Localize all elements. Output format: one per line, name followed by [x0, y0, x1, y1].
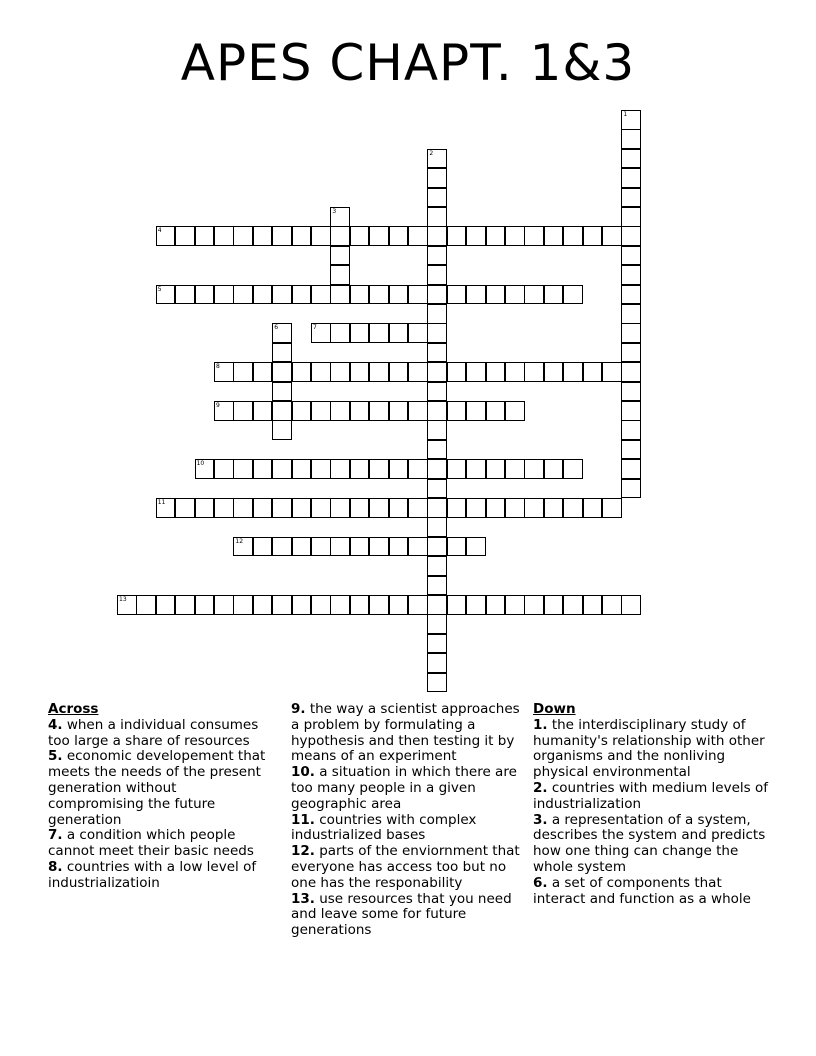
crossword-cell[interactable]: [311, 323, 331, 343]
crossword-cell[interactable]: [330, 265, 350, 285]
crossword-cell[interactable]: [156, 498, 176, 518]
crossword-cell[interactable]: [253, 595, 273, 615]
crossword-cell[interactable]: [621, 226, 641, 246]
clue-number-label: 11.: [291, 811, 315, 828]
crossword-cell[interactable]: [233, 401, 253, 421]
clue-number-label: 12.: [291, 843, 315, 860]
crossword-cell[interactable]: [195, 595, 215, 615]
crossword-cell[interactable]: [427, 595, 447, 615]
crossword-cell[interactable]: [233, 459, 253, 479]
crossword-cell[interactable]: [427, 323, 447, 343]
crossword-cell[interactable]: [447, 459, 467, 479]
crossword-cell[interactable]: [272, 343, 292, 363]
crossword-cell[interactable]: [563, 459, 583, 479]
clue-text: parts of the enviornment that everyone has access too but no one has the responability: [291, 843, 520, 891]
crossword-cell[interactable]: [272, 595, 292, 615]
crossword-cell[interactable]: [524, 595, 544, 615]
crossword-cell[interactable]: [602, 362, 622, 382]
crossword-cell[interactable]: [427, 479, 447, 499]
clue-text: the interdisciplinary study of humanity's relationship with other organisms and the nonliving physical environmental: [533, 716, 765, 781]
crossword-cell[interactable]: [427, 246, 447, 266]
crossword-cell[interactable]: [544, 285, 564, 305]
crossword-cell[interactable]: [427, 420, 447, 440]
crossword-cell[interactable]: [369, 323, 389, 343]
crossword-cell[interactable]: [505, 595, 525, 615]
crossword-cell[interactable]: [621, 265, 641, 285]
crossword-cell[interactable]: [563, 362, 583, 382]
clue-item: [48, 749, 273, 828]
crossword-cell[interactable]: [369, 285, 389, 305]
crossword-cell[interactable]: [330, 595, 350, 615]
crossword-cell[interactable]: [408, 459, 428, 479]
crossword-cell[interactable]: [583, 498, 603, 518]
crossword-cell[interactable]: [486, 459, 506, 479]
crossword-cell[interactable]: [233, 362, 253, 382]
crossword-cell[interactable]: [330, 459, 350, 479]
crossword-cell[interactable]: [427, 226, 447, 246]
crossword-cell[interactable]: [292, 362, 312, 382]
crossword-cell[interactable]: [330, 323, 350, 343]
clue-text: when a individual consumes too large a share of resources: [48, 716, 259, 749]
crossword-cell[interactable]: [563, 498, 583, 518]
crossword-cell[interactable]: [195, 459, 215, 479]
crossword-cell[interactable]: [427, 537, 447, 557]
crossword-cell[interactable]: [369, 362, 389, 382]
crossword-cell[interactable]: [156, 595, 176, 615]
crossword-cell[interactable]: [369, 226, 389, 246]
clue-text: a set of components that interact and function as a whole: [533, 874, 751, 907]
crossword-cell[interactable]: [311, 498, 331, 518]
crossword-cell[interactable]: [233, 226, 253, 246]
crossword-cell[interactable]: [272, 459, 292, 479]
clue-number-label: 4.: [48, 716, 63, 733]
crossword-cell[interactable]: [466, 498, 486, 518]
clue-number-label: 13.: [291, 890, 315, 907]
crossword-cell[interactable]: [156, 285, 176, 305]
crossword-cell[interactable]: [330, 498, 350, 518]
crossword-cell[interactable]: [233, 595, 253, 615]
crossword-cell[interactable]: [621, 129, 641, 149]
down-clues-column: [533, 702, 773, 907]
clue-number-label: 3.: [533, 811, 548, 828]
crossword-cell[interactable]: [621, 149, 641, 169]
clue-text: countries with a low level of industrializatioin: [48, 858, 257, 891]
crossword-cell[interactable]: [175, 285, 195, 305]
crossword-cell[interactable]: [156, 226, 176, 246]
crossword-cell[interactable]: [389, 226, 409, 246]
clue-item: [48, 860, 273, 892]
crossword-cell[interactable]: [466, 401, 486, 421]
crossword-cell[interactable]: [544, 498, 564, 518]
crossword-cell[interactable]: [408, 285, 428, 305]
crossword-cell[interactable]: [621, 188, 641, 208]
crossword-cell[interactable]: [311, 401, 331, 421]
clue-item: [291, 702, 523, 765]
clue-item: [533, 813, 773, 876]
crossword-cell[interactable]: [466, 595, 486, 615]
crossword-cell[interactable]: [486, 498, 506, 518]
crossword-cell[interactable]: [272, 226, 292, 246]
crossword-cell[interactable]: [466, 362, 486, 382]
crossword-cell[interactable]: [621, 595, 641, 615]
clue-number: 13: [119, 596, 127, 603]
crossword-cell[interactable]: [330, 362, 350, 382]
crossword-cell[interactable]: [524, 498, 544, 518]
crossword-cell[interactable]: [524, 459, 544, 479]
crossword-cell[interactable]: [233, 498, 253, 518]
across-header: Across: [48, 701, 99, 717]
crossword-cell[interactable]: [389, 498, 409, 518]
crossword-cell[interactable]: [447, 595, 467, 615]
crossword-cell[interactable]: [350, 323, 370, 343]
crossword-cell[interactable]: [563, 595, 583, 615]
crossword-cell[interactable]: [272, 285, 292, 305]
crossword-cell[interactable]: [272, 382, 292, 402]
crossword-cell[interactable]: [272, 323, 292, 343]
crossword-cell[interactable]: [447, 401, 467, 421]
crossword-cell[interactable]: [253, 498, 273, 518]
crossword-cell[interactable]: [408, 362, 428, 382]
crossword-cell[interactable]: [427, 343, 447, 363]
crossword-cell[interactable]: [524, 226, 544, 246]
crossword-cell[interactable]: [621, 362, 641, 382]
crossword-cell[interactable]: [427, 440, 447, 460]
crossword-cell[interactable]: [389, 362, 409, 382]
crossword-cell[interactable]: [292, 498, 312, 518]
crossword-cell[interactable]: [272, 401, 292, 421]
crossword-cell[interactable]: [427, 168, 447, 188]
crossword-cell[interactable]: [408, 595, 428, 615]
crossword-cell[interactable]: [136, 595, 156, 615]
crossword-cell[interactable]: [563, 226, 583, 246]
crossword-cell[interactable]: [350, 498, 370, 518]
crossword-cell[interactable]: [117, 595, 137, 615]
crossword-cell[interactable]: [466, 537, 486, 557]
crossword-cell[interactable]: [621, 420, 641, 440]
clue-item: [291, 844, 523, 891]
crossword-cell[interactable]: [350, 459, 370, 479]
crossword-cell[interactable]: [389, 537, 409, 557]
crossword-cell[interactable]: [427, 673, 447, 693]
crossword-cell[interactable]: [408, 537, 428, 557]
crossword-cell[interactable]: [486, 226, 506, 246]
crossword-cell[interactable]: [330, 226, 350, 246]
crossword-cell[interactable]: [621, 459, 641, 479]
crossword-cell[interactable]: [369, 498, 389, 518]
crossword-cell[interactable]: [621, 323, 641, 343]
crossword-cell[interactable]: [583, 226, 603, 246]
crossword-cell[interactable]: [427, 265, 447, 285]
crossword-cell[interactable]: [486, 362, 506, 382]
crossword-cell[interactable]: [427, 614, 447, 634]
crossword-cell[interactable]: [389, 285, 409, 305]
clue-number: 8: [216, 363, 220, 371]
crossword-cell[interactable]: [292, 226, 312, 246]
crossword-cell[interactable]: [292, 285, 312, 305]
crossword-cell[interactable]: [602, 498, 622, 518]
crossword-cell[interactable]: [621, 343, 641, 363]
clue-number: 9: [216, 402, 220, 409]
crossword-cell[interactable]: [505, 285, 525, 305]
crossword-cell[interactable]: [621, 401, 641, 421]
crossword-cell[interactable]: [505, 401, 525, 421]
crossword-cell[interactable]: [330, 401, 350, 421]
crossword-cell[interactable]: [195, 226, 215, 246]
down-header: Down: [533, 701, 576, 717]
crossword-cell[interactable]: [292, 459, 312, 479]
crossword-cell[interactable]: [505, 362, 525, 382]
crossword-cell[interactable]: [311, 537, 331, 557]
clue-text: economic developement that meets the needs of the present generation without compromising the future generation: [48, 748, 266, 828]
crossword-cell[interactable]: [253, 459, 273, 479]
crossword-cell[interactable]: [175, 226, 195, 246]
crossword-cell[interactable]: [602, 595, 622, 615]
clue-item: [533, 718, 773, 781]
crossword-cell[interactable]: [427, 207, 447, 227]
page-title: APES CHAPT. 1&3: [180, 34, 636, 92]
crossword-cell[interactable]: [447, 537, 467, 557]
crossword-cell[interactable]: [408, 226, 428, 246]
crossword-cell[interactable]: [466, 285, 486, 305]
crossword-cell[interactable]: [311, 226, 331, 246]
crossword-cell[interactable]: [311, 362, 331, 382]
clue-text: the way a scientist approaches a problem by formulating a hypothesis and then testing it by means of an experiment: [291, 701, 520, 765]
crossword-cell[interactable]: [427, 556, 447, 576]
clue-item: [533, 781, 773, 813]
crossword-cell[interactable]: [330, 207, 350, 227]
clue-item: [48, 828, 273, 860]
crossword-cell[interactable]: [544, 226, 564, 246]
clue-item: [291, 892, 523, 939]
clue-number-label: 10.: [291, 764, 315, 781]
crossword-cell[interactable]: [427, 517, 447, 537]
clue-number: 4: [157, 227, 162, 235]
clue-text: countries with medium levels of industrialization: [533, 779, 768, 812]
crossword-cell[interactable]: [253, 362, 273, 382]
clue-text: a condition which people cannot meet their basic needs: [48, 827, 254, 860]
crossword-cell[interactable]: [350, 285, 370, 305]
crossword-cell[interactable]: [292, 401, 312, 421]
crossword-cell[interactable]: [427, 576, 447, 596]
clue-text: a representation of a system, describes the system and predicts how one thing can change the whole system: [533, 811, 766, 875]
crossword-cell[interactable]: [272, 537, 292, 557]
crossword-cell[interactable]: [427, 459, 447, 479]
crossword-cell[interactable]: [389, 459, 409, 479]
crossword-cell[interactable]: [389, 323, 409, 343]
crossword-cell[interactable]: [253, 285, 273, 305]
crossword-cell[interactable]: [563, 285, 583, 305]
crossword-cell[interactable]: [621, 382, 641, 402]
crossword-cell[interactable]: [272, 420, 292, 440]
crossword-cell[interactable]: [408, 323, 428, 343]
crossword-cell[interactable]: [583, 595, 603, 615]
crossword-cell[interactable]: [311, 459, 331, 479]
crossword-cell[interactable]: [544, 595, 564, 615]
clue-text: countries with complex industrialized bases: [291, 811, 477, 844]
crossword-cell[interactable]: [214, 459, 234, 479]
crossword-cell[interactable]: [195, 285, 215, 305]
crossword-cell[interactable]: [447, 285, 467, 305]
clue-number-label: 6.: [533, 874, 548, 891]
crossword-cell[interactable]: [466, 226, 486, 246]
crossword-cell[interactable]: [447, 362, 467, 382]
crossword-cell[interactable]: [544, 362, 564, 382]
clue-item: [291, 813, 523, 845]
crossword-cell[interactable]: [350, 401, 370, 421]
clue-number: 10: [196, 460, 205, 468]
crossword-cell[interactable]: [427, 149, 447, 169]
clue-number-label: 9.: [291, 701, 306, 717]
crossword-cell[interactable]: [369, 401, 389, 421]
crossword-cell[interactable]: [427, 362, 447, 382]
clue-number: 11: [157, 499, 166, 506]
crossword-cell[interactable]: [621, 440, 641, 460]
crossword-cell[interactable]: [350, 595, 370, 615]
crossword-cell[interactable]: [233, 537, 253, 557]
crossword-cell[interactable]: [427, 401, 447, 421]
crossword-cell[interactable]: [486, 595, 506, 615]
crossword-cell[interactable]: [369, 595, 389, 615]
crossword-cell[interactable]: [524, 362, 544, 382]
clue-number: 12: [235, 537, 244, 545]
clue-number: 3: [332, 208, 337, 215]
clue-number: 2: [429, 149, 434, 157]
clue-number-label: 8.: [48, 858, 63, 875]
across-clues-column-1: [48, 702, 273, 892]
clue-item: [533, 876, 773, 908]
clue-number-label: 2.: [533, 779, 548, 796]
crossword-cell[interactable]: [427, 498, 447, 518]
clue-number: 7: [313, 324, 317, 332]
crossword-cell[interactable]: [253, 226, 273, 246]
clue-item: [291, 765, 523, 812]
crossword-cell[interactable]: [369, 459, 389, 479]
crossword-cell[interactable]: [233, 285, 253, 305]
crossword-cell[interactable]: [621, 207, 641, 227]
crossword-cell[interactable]: [195, 498, 215, 518]
across-clues-column-2: [291, 702, 523, 939]
crossword-cell[interactable]: [427, 382, 447, 402]
crossword-cell[interactable]: [621, 246, 641, 266]
crossword-cell[interactable]: [311, 595, 331, 615]
crossword-cell[interactable]: [253, 537, 273, 557]
clue-text: a situation in which there are too many people in a given geographic area: [291, 764, 517, 812]
clue-number-label: 7.: [48, 827, 63, 844]
crossword-cell[interactable]: [389, 401, 409, 421]
crossword-cell[interactable]: [330, 537, 350, 557]
clue-number: 6: [274, 324, 279, 332]
crossword-cell[interactable]: [505, 226, 525, 246]
crossword-cell[interactable]: [253, 401, 273, 421]
crossword-cell[interactable]: [524, 285, 544, 305]
crossword-cell[interactable]: [621, 285, 641, 305]
crossword-cell[interactable]: [214, 498, 234, 518]
crossword-cell[interactable]: [427, 285, 447, 305]
crossword-cell[interactable]: [466, 459, 486, 479]
crossword-cell[interactable]: [447, 498, 467, 518]
crossword-cell[interactable]: [447, 226, 467, 246]
crossword-cell[interactable]: [214, 401, 234, 421]
crossword-cell[interactable]: [214, 285, 234, 305]
crossword-cell[interactable]: [621, 304, 641, 324]
crossword-cell[interactable]: [369, 537, 389, 557]
crossword-cell[interactable]: [272, 362, 292, 382]
clue-number: 5: [157, 285, 162, 293]
crossword-cell[interactable]: [427, 634, 447, 654]
crossword-cell[interactable]: [427, 653, 447, 673]
crossword-cell[interactable]: [214, 362, 234, 382]
crossword-cell[interactable]: [350, 537, 370, 557]
crossword-cell[interactable]: [621, 110, 641, 130]
clue-number-label: 5.: [48, 748, 63, 765]
crossword-cell[interactable]: [350, 362, 370, 382]
clue-number: 1: [623, 111, 628, 118]
crossword-cell[interactable]: [505, 498, 525, 518]
crossword-cell[interactable]: [214, 226, 234, 246]
crossword-cell[interactable]: [214, 595, 234, 615]
crossword-cell[interactable]: [292, 537, 312, 557]
crossword-cell[interactable]: [583, 362, 603, 382]
crossword-cell[interactable]: [621, 479, 641, 499]
crossword-cell[interactable]: [330, 285, 350, 305]
crossword-cell[interactable]: [175, 595, 195, 615]
crossword-cell[interactable]: [544, 459, 564, 479]
clue-text: use resources that you need and leave some for future generations: [291, 890, 512, 939]
crossword-cell[interactable]: [621, 168, 641, 188]
crossword-cell[interactable]: [292, 595, 312, 615]
crossword-cell[interactable]: [330, 246, 350, 266]
crossword-cell[interactable]: [602, 226, 622, 246]
crossword-cell[interactable]: [505, 459, 525, 479]
crossword-cell[interactable]: [311, 285, 331, 305]
crossword-cell[interactable]: [389, 595, 409, 615]
crossword-cell[interactable]: [408, 401, 428, 421]
crossword-cell[interactable]: [272, 498, 292, 518]
crossword-cell[interactable]: [486, 401, 506, 421]
clue-number-label: 1.: [533, 716, 548, 733]
clue-item: [48, 718, 273, 750]
crossword-cell[interactable]: [408, 498, 428, 518]
crossword-cell[interactable]: [486, 285, 506, 305]
crossword-cell[interactable]: [175, 498, 195, 518]
crossword-cell[interactable]: [350, 226, 370, 246]
crossword-cell[interactable]: [427, 304, 447, 324]
crossword-cell[interactable]: [427, 188, 447, 208]
